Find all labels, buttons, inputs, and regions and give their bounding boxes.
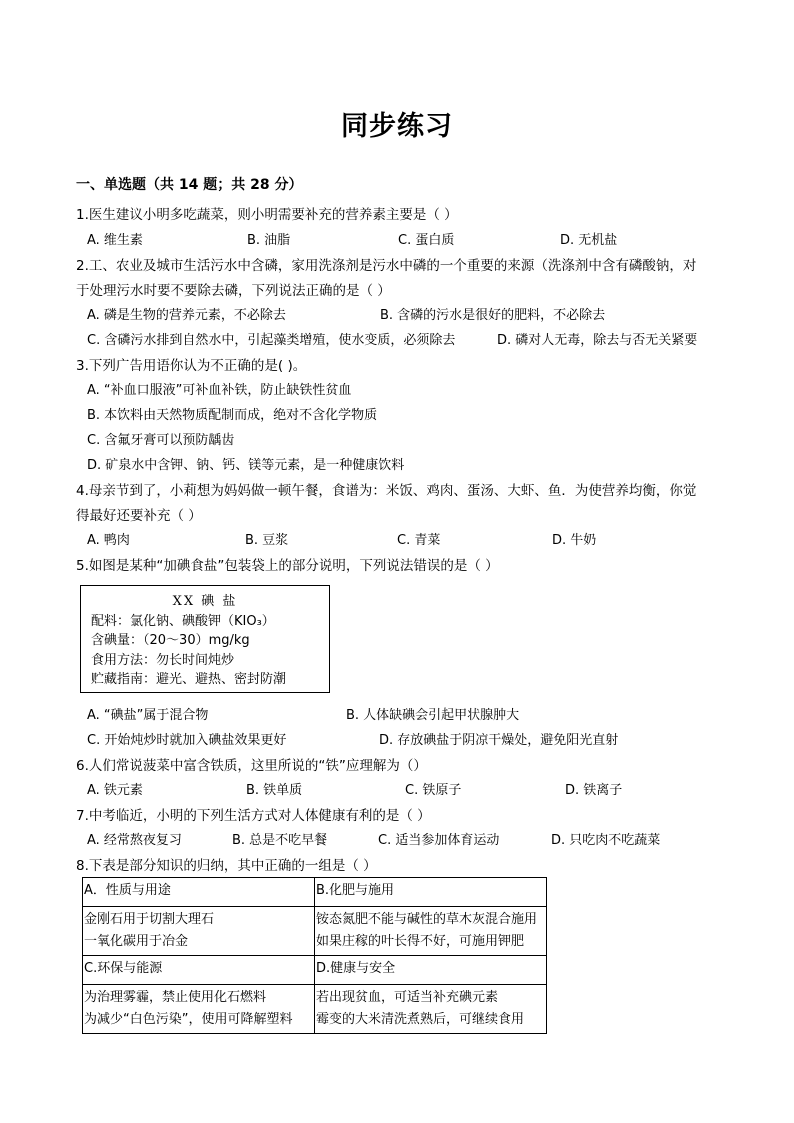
q6-option-a: A. 铁元素 xyxy=(87,783,143,798)
question-2-stem-line-2: 于处理污水时要不要除去磷，下列说法正确的是（ ） xyxy=(76,283,391,299)
q3-option-c: C. 含氟牙膏可以预防龋齿 xyxy=(87,433,235,448)
q4-option-c: C. 青菜 xyxy=(397,533,441,548)
q1-option-c: C. 蛋白质 xyxy=(398,233,455,248)
table-cell-d-line-2: 霉变的大米清洗煮熟后，可继续食用 xyxy=(316,1012,525,1027)
q5-option-a: A. “碘盐”属于混合物 xyxy=(87,708,209,723)
q2-option-a: A. 磷是生物的营养元素，不必除去 xyxy=(87,308,286,323)
section-heading: 一、单选题（共 14 题；共 28 分） xyxy=(76,177,303,193)
q5-option-b: B. 人体缺碘会引起甲状腺肿大 xyxy=(346,708,520,723)
question-2-stem-line-1: 2.工、农业及城市生活污水中含磷，家用洗涤剂是污水中磷的一个重要的来源（洗涤剂中含有磷酸钠，对 xyxy=(76,258,697,274)
q7-option-b: B. 总是不吃早餐 xyxy=(232,833,328,848)
table-cell-b-line-1: 铵态氮肥不能与碱性的草木灰混合施用 xyxy=(316,912,538,927)
q3-option-a: A. “补血口服液”可补血补铁，防止缺铁性贫血 xyxy=(87,383,352,398)
q4-option-b: B. 豆浆 xyxy=(245,533,289,548)
q3-option-b: B. 本饮料由天然物质配制而成，绝对不含化学物质 xyxy=(87,408,378,423)
q7-option-a: A. 经常熬夜复习 xyxy=(87,833,182,848)
q5-option-d: D. 存放碘盐于阴凉干燥处，避免阳光直射 xyxy=(379,733,619,748)
q4-option-d: D. 牛奶 xyxy=(552,533,597,548)
q1-option-a: A. 维生素 xyxy=(87,233,143,248)
table-cell-a-content xyxy=(83,907,315,956)
q2-option-c: C. 含磷污水排到自然水中，引起藻类增殖，使水变质，必须除去 xyxy=(87,333,456,348)
q3-option-d: D. 矿泉水中含钾、钠、钙、镁等元素，是一种健康饮料 xyxy=(87,458,405,473)
q7-option-c: C. 适当参加体育运动 xyxy=(378,833,500,848)
knowledge-summary-table xyxy=(82,877,547,1034)
q1-option-d: D. 无机盐 xyxy=(560,233,618,248)
question-7-stem: 7.中考临近，小明的下列生活方式对人体健康有利的是（ ） xyxy=(76,808,431,824)
table-cell-c-content xyxy=(83,985,315,1034)
table-cell-a-line-2: 一氧化碳用于冶金 xyxy=(84,934,189,949)
salt-label-heading: XX 碘 盐 xyxy=(172,594,238,609)
q1-option-b: B. 油脂 xyxy=(247,233,291,248)
table-cell-c-heading: C.环保与能源 xyxy=(83,956,315,985)
question-6-stem: 6.人们常说菠菜中富含铁质，这里所说的“铁”应理解为（） xyxy=(76,758,427,774)
table-cell-d-content xyxy=(315,985,547,1034)
salt-label-ingredients: 配料：氯化钠、碘酸钾（KIO₃） xyxy=(91,613,275,629)
q4-option-a: A. 鸭肉 xyxy=(87,533,130,548)
page-title: 同步练习 xyxy=(341,111,453,142)
table-cell-a-line-1: 金刚石用于切割大理石 xyxy=(84,912,215,927)
question-3-stem: 3.下列广告用语你认为不正确的是( )。 xyxy=(76,358,307,374)
question-4-stem-line-2: 得最好还要补充（ ） xyxy=(76,508,202,524)
salt-package-label xyxy=(80,585,330,693)
salt-label-storage: 贮藏指南：避光、避热、密封防潮 xyxy=(91,672,287,687)
q7-option-d: D. 只吃肉不吃蔬菜 xyxy=(551,833,661,848)
table-cell-c-line-1: 为治理雾霾，禁止使用化石燃料 xyxy=(84,990,267,1005)
salt-label-iodine-content: 含碘量：（20～30）mg/kg xyxy=(91,633,250,648)
table-cell-b-content xyxy=(315,907,547,956)
table-cell-d-line-1: 若出现贫血，可适当补充碘元素 xyxy=(316,990,499,1005)
table-cell-b-line-2: 如果庄稼的叶长得不好，可施用钾肥 xyxy=(316,934,525,949)
salt-label-usage: 食用方法：勿长时间炖炒 xyxy=(91,652,235,668)
question-5-stem: 5.如图是某种“加碘食盐”包装袋上的部分说明，下列说法错误的是（ ） xyxy=(76,558,499,574)
question-8-stem: 8.下表是部分知识的归纳，其中正确的一组是（ ） xyxy=(76,858,377,874)
q6-option-c: C. 铁原子 xyxy=(405,783,462,798)
question-1-stem: 1.医生建议小明多吃蔬菜，则小明需要补充的营养素主要是（ ） xyxy=(76,207,458,223)
q2-option-d: D. 磷对人无毒，除去与否无关紧要 xyxy=(497,333,698,348)
table-cell-c-line-2: 为减少“白色污染”，使用可降解塑料 xyxy=(84,1012,293,1027)
table-cell-a-heading: A．性质与用途 xyxy=(83,878,315,907)
q5-option-c: C. 开始炖炒时就加入碘盐效果更好 xyxy=(87,733,287,748)
q6-option-b: B. 铁单质 xyxy=(246,783,303,798)
table-cell-d-heading: D.健康与安全 xyxy=(315,956,547,985)
question-4-stem-line-1: 4.母亲节到了，小莉想为妈妈做一顿午餐，食谱为：米饭、鸡肉、蛋汤、大虾、鱼．为使营养均衡，你觉 xyxy=(76,483,697,499)
table-cell-b-heading: B.化肥与施用 xyxy=(315,878,547,907)
q2-option-b: B. 含磷的污水是很好的肥料，不必除去 xyxy=(380,308,606,323)
q6-option-d: D. 铁离子 xyxy=(565,783,623,798)
